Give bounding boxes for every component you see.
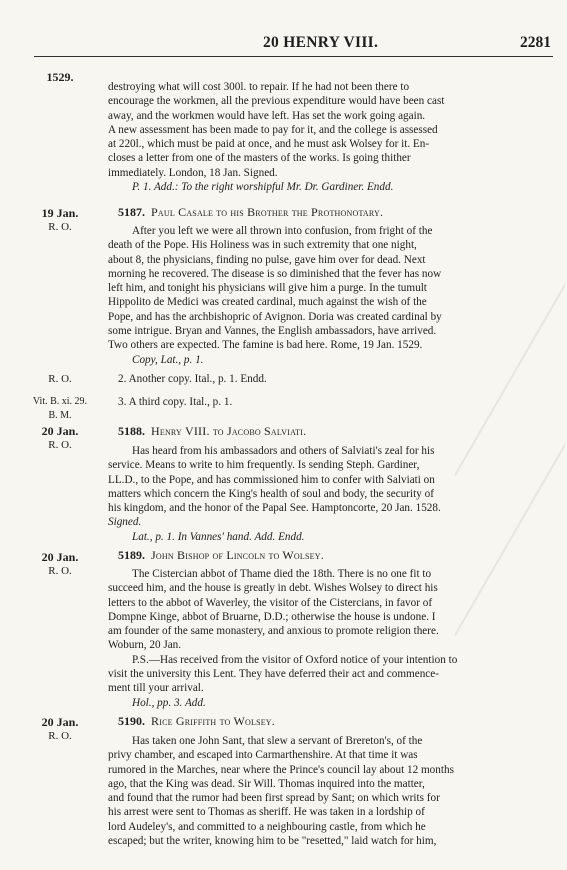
text-line: at 220l., which must be paid at once, and he must ask Wolsey for it. En- [108,138,430,151]
margin-5190: 20 Jan. R. O. [41,715,79,742]
margin-5187: 19 Jan. R. O. [41,206,79,233]
margin-year: 1529. [46,70,74,84]
entry-text-5189 [108,567,548,710]
endorsement: P. 1. Add.: To the right worshipful Mr. Dr. Gardiner. Endd. [132,181,394,194]
text-line: succeed him, and the house is greatly in debt. Wishes Wolsey to direct his [108,582,438,595]
text-line: After you left we were all thrown into confusion, from fright of the [132,225,433,237]
text-line: privy chamber, and escaped into Carmarthenshire. At that time it was [108,749,418,762]
text-line: A new assessment has been made to pay for it, and the college is assessed [108,123,438,136]
text-line: left him, and tonight his physicians will give him a purge. In the tumult [108,282,427,295]
text-line: Has taken one John Sant, that slew a servant of Brereton's, of the [132,735,423,747]
text-line: escaped; but the writer, knowing him to be "resetted," laid watch for him, [108,835,437,848]
text-line: Dompne Kinge, abbot of Bruarne, D.D.; otherwise the house is undone. I [108,610,436,623]
text-line: LL.D., to the Pope, and has commissioned him to confer with Salviati on [108,473,435,486]
text-line: about 8, the physicians, finding no pulse, gave him over for dead. Next [108,253,426,266]
continuation-text [108,80,548,194]
running-head: 20 HENRY VIII. [263,34,379,51]
text-line: Two others are expected. The famine is bad here. Rome, 19 Jan. 1529. [108,339,423,352]
text-line: letters to the abbot of Waverley, the visitor of the Cistercians, in favor of [108,596,433,609]
page-number: 2281 [520,34,551,51]
text-line: service. Means to write to him frequently. Is sending Steph. Gardiner, [108,459,420,472]
text-line: matters which concern the King's health of soul and body, the security of [108,487,434,500]
text-line: away, and the workmen would have left. Has set the work going again. [108,109,426,122]
text-line: some intrigue. Bryan and Vannes, the English ambassadors, have arrived. [108,325,437,338]
text-line: am founder of the same monastery, and anxious to promote religion there. [108,625,439,638]
header-rule [34,56,553,57]
endorsement: Lat., p. 1. In Vannes' hand. Add. Endd. [132,530,305,543]
text-line: visit the university this Lent. They have deferred their act and commence- [108,668,439,681]
margin-copy-3: Vit. B. xi. 29. B. M. [32,396,88,421]
entry-text-5188 [108,444,548,544]
text-line: Woburn, 20 Jan. [108,639,182,652]
text-line: Has heard from his ambassadors and others of Salviati's zeal for his [132,445,435,457]
text-line: P.S.—Has received from the visitor of Oxford notice of your intention to [132,653,458,666]
text-line: Signed. [108,516,142,529]
text-line: The Cistercian abbot of Thame died the 18th. There is no one fit to [132,568,432,580]
endorsement: Hol., pp. 3. Add. [132,696,206,709]
text-line: encourage the workmen, all the previous expenditure would have been cast [108,95,445,108]
text-line: his arrest were sent to Thomas as sheriff. He was taken in a lordship of [108,806,425,819]
margin-5189: 20 Jan. R. O. [41,550,79,577]
entry-heading-5189: 5189. John Bishop of Lincoln to Wolsey. [118,548,324,562]
text-line: immediately. London, 18 Jan. Signed. [108,166,278,179]
page-header [0,34,567,54]
margin-copy-2: R. O. [48,373,72,385]
text-line: destroying what will cost 300l. to repair. If he had not been there to [108,81,410,93]
entry-text-5187 [108,224,548,367]
copy-line-3: 3. A third copy. Ital., p. 1. [118,396,233,408]
text-line: and found that the rumor had been first spread by Sant; on which writs for [108,792,440,805]
text-line: ago, that the King was dead. Sir Will. Thomas inquired into the matter, [108,777,425,790]
margin-5188: 20 Jan. R. O. [41,424,79,451]
text-line: ment till your arrival. [108,682,204,695]
entry-heading-5187: 5187. Paul Casale to his Brother the Prothonotary. [118,205,384,219]
entry-heading-5188: 5188. Henry VIII. to Jacobo Salviati. [118,424,307,438]
text-line: closes a letter from one of the masters of the works. Is going thither [108,152,411,165]
entry-text-5190 [108,734,548,848]
copy-line-2: 2. Another copy. Ital., p. 1. Endd. [118,373,267,385]
text-line: rumored in the Marches, near where the Prince's council lay about 12 months [108,763,454,776]
text-line: Pope, and has the archbishopric of Avignon. Doria was created cardinal by [108,310,442,323]
endorsement: Copy, Lat., p. 1. [132,353,204,366]
text-line: death of the Pope. His Holiness was in such extremity that one night, [108,239,417,252]
text-line: morning he recovered. The disease is so diminished that the fever has now [108,267,442,280]
entry-heading-5190: 5190. Rice Griffith to Wolsey. [118,714,275,728]
text-line: lord Audeley's, and committed to a neighbouring castle, from which he [108,820,426,833]
text-line: Hippolito de Medici was created cardinal, much against the wish of the [108,296,427,309]
text-line: his kingdom, and the honor of the Papal See. Hamptoncorte, 20 Jan. 1528. [108,502,441,515]
